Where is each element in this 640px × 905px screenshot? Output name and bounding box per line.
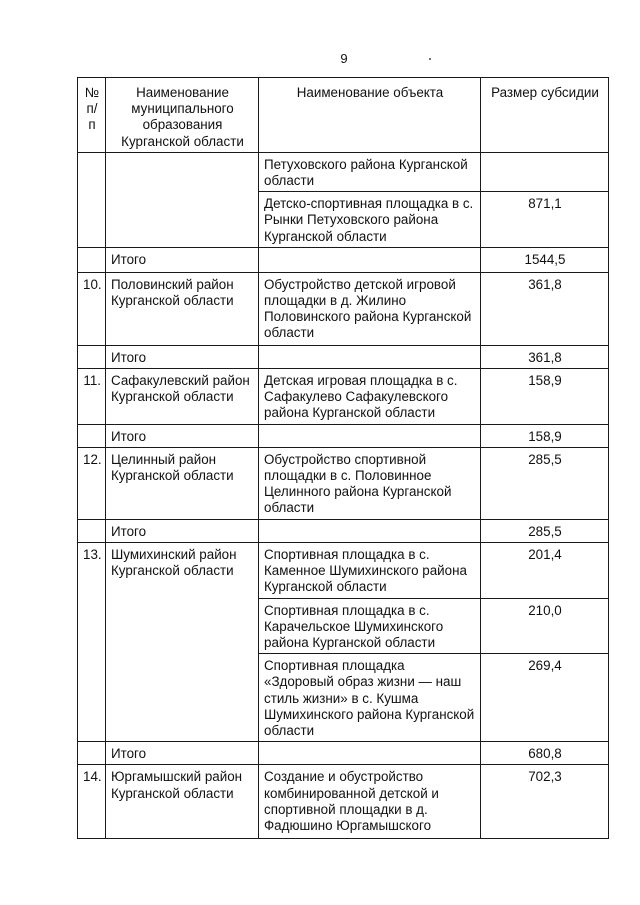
total-row	[78, 424, 609, 447]
total-label: Итого	[106, 424, 259, 447]
num-cell	[78, 519, 106, 542]
municipality-cell: Юргамышский район Курганской области	[106, 765, 259, 839]
table-row	[78, 152, 609, 191]
object-cell	[259, 742, 481, 765]
object-cell	[259, 247, 481, 272]
header-object: Наименование объекта	[259, 78, 481, 153]
num-cell	[78, 742, 106, 765]
amount-cell: 210,0	[481, 598, 609, 654]
num-cell: 13.	[78, 543, 106, 742]
num-cell	[78, 345, 106, 368]
subsidy-table	[77, 77, 609, 839]
amount-cell: 158,9	[481, 369, 609, 425]
municipality-cell: Шумихинский район Курганской области	[106, 543, 259, 742]
table-row	[78, 447, 609, 519]
municipality-cell: Сафакулевский район Курганской области	[106, 369, 259, 425]
num-cell: 11.	[78, 369, 106, 425]
object-cell: Спортивная площадка «Здоровый образ жизни — наш стиль жизни» в с. Кушма Шумихинского района Курганской области	[259, 654, 481, 742]
object-cell: Детско-спортивная площадка в с. Рынки Петуховского района Курганской области	[259, 192, 481, 248]
amount-cell: 361,8	[481, 272, 609, 345]
table-row	[78, 272, 609, 345]
object-cell: Обустройство спортивной площадки в с. Половинное Целинного района Курганской области	[259, 447, 481, 519]
total-amount: 285,5	[481, 519, 609, 542]
table-header-row	[78, 78, 609, 153]
table-row	[78, 765, 609, 839]
municipality-cell	[106, 152, 259, 247]
total-amount: 361,8	[481, 345, 609, 368]
amount-cell: 871,1	[481, 192, 609, 248]
amount-cell	[481, 152, 609, 191]
object-cell: Обустройство детской игровой площадки в д. Жилино Половинского района Курганской области	[259, 272, 481, 345]
object-cell	[259, 519, 481, 542]
table-row	[78, 543, 609, 599]
object-cell: Создание и обустройство комбинированной детской и спортивной площадки в д. Фадюшино Юргамышского	[259, 765, 481, 839]
num-cell: 10.	[78, 272, 106, 345]
total-label: Итого	[106, 247, 259, 272]
header-municipality: Наименование муниципального образования Курганской области	[106, 78, 259, 153]
header-subsidy: Размер субсидии	[481, 78, 609, 153]
amount-cell: 201,4	[481, 543, 609, 599]
object-cell: Петуховского района Курганской области	[259, 152, 481, 191]
municipality-cell: Половинский район Курганской области	[106, 272, 259, 345]
num-cell	[78, 152, 106, 247]
total-row	[78, 519, 609, 542]
total-label: Итого	[106, 742, 259, 765]
header-num: № п/п	[78, 78, 106, 153]
table-row	[78, 369, 609, 425]
object-cell	[259, 424, 481, 447]
num-cell: 14.	[78, 765, 106, 839]
scan-speck	[429, 58, 431, 60]
object-cell	[259, 345, 481, 368]
total-label: Итого	[106, 345, 259, 368]
object-cell: Спортивная площадка в с. Каменное Шумихинского района Курганской области	[259, 543, 481, 599]
num-cell	[78, 424, 106, 447]
num-cell: 12.	[78, 447, 106, 519]
total-row	[78, 345, 609, 368]
total-amount: 158,9	[481, 424, 609, 447]
total-amount: 680,8	[481, 742, 609, 765]
municipality-cell: Целинный район Курганской области	[106, 447, 259, 519]
total-amount: 1544,5	[481, 247, 609, 272]
object-cell: Спортивная площадка в с. Карачельское Шумихинского района Курганской области	[259, 598, 481, 654]
amount-cell: 702,3	[481, 765, 609, 839]
total-row	[78, 742, 609, 765]
object-cell: Детская игровая площадка в с. Сафакулево Сафакулевского района Курганской области	[259, 369, 481, 425]
page-number: 9	[340, 51, 348, 66]
total-row	[78, 247, 609, 272]
amount-cell: 269,4	[481, 654, 609, 742]
num-cell	[78, 247, 106, 272]
amount-cell: 285,5	[481, 447, 609, 519]
total-label: Итого	[106, 519, 259, 542]
